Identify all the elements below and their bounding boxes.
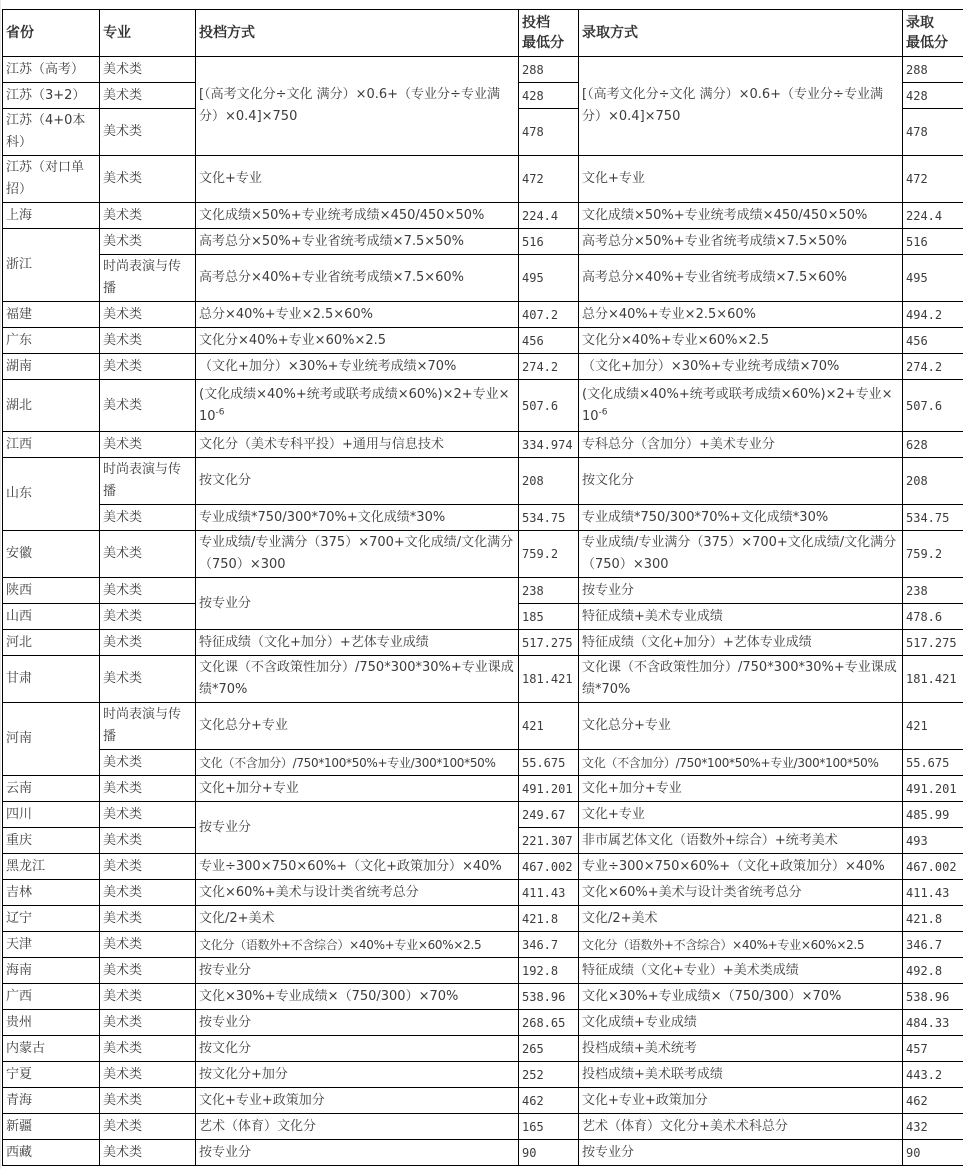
table-row — [3, 354, 963, 380]
cell-admit-min: 443.2 — [903, 1062, 963, 1088]
cell-admit-method: 非市属艺体文化（语数外+综合）+统考美术 — [579, 828, 903, 854]
header-admit-method: 录取方式 — [579, 10, 903, 57]
cell-submit-method: 按文化分 — [196, 458, 519, 505]
table-row — [3, 802, 963, 828]
header-submit-min-line1: 投档 — [522, 15, 550, 31]
cell-major: 美术类 — [100, 630, 196, 656]
cell-major: 美术类 — [100, 604, 196, 630]
cell-admit-min: 491.201 — [903, 776, 963, 802]
cell-submit-min: 181.421 — [519, 656, 579, 703]
cell-province: 江苏（高考） — [3, 57, 100, 83]
cell-province: 天津 — [3, 932, 100, 958]
cell-province: 浙江 — [3, 229, 100, 302]
cell-major: 美术类 — [100, 229, 196, 255]
cell-submit-method: 总分×40%+专业×2.5×60% — [196, 302, 519, 328]
table-row — [3, 958, 963, 984]
cell-province: 内蒙古 — [3, 1036, 100, 1062]
table-row — [3, 854, 963, 880]
table-row — [3, 203, 963, 229]
cell-submit-min: 224.4 — [519, 203, 579, 229]
table-row — [3, 531, 963, 578]
cell-submit-method — [196, 380, 519, 432]
cell-province: 湖北 — [3, 380, 100, 432]
cell-major: 时尚表演与传播 — [100, 458, 196, 505]
cell-submit-min: 165 — [519, 1114, 579, 1140]
cell-major: 美术类 — [100, 750, 196, 776]
table-row — [3, 458, 963, 505]
cell-province: 上海 — [3, 203, 100, 229]
cell-submit-method: 文化分（语数外+不含综合）×40%+专业×60%×2.5 — [196, 932, 519, 958]
cell-admit-method: 文化×60%+美术与设计类省统考总分 — [579, 880, 903, 906]
cell-submit-method: 按专业分 — [196, 1010, 519, 1036]
cell-province: 四川 — [3, 802, 100, 828]
cell-admit-min: 462 — [903, 1088, 963, 1114]
cell-major: 美术类 — [100, 328, 196, 354]
cell-submit-min: 467.002 — [519, 854, 579, 880]
cell-submit-method: （文化+加分）×30%+专业统考成绩×70% — [196, 354, 519, 380]
cell-submit-min: 334.974 — [519, 432, 579, 458]
cell-admit-min: 495 — [903, 255, 963, 302]
cell-major: 美术类 — [100, 578, 196, 604]
cell-admit-min: 492.8 — [903, 958, 963, 984]
table-row — [3, 703, 963, 750]
cell-submit-method: 文化+专业+政策加分 — [196, 1088, 519, 1114]
cell-province: 贵州 — [3, 1010, 100, 1036]
table-row — [3, 1140, 963, 1166]
cell-admit-min: 628 — [903, 432, 963, 458]
cell-province: 河北 — [3, 630, 100, 656]
cell-admit-min: 456 — [903, 328, 963, 354]
cell-submit-min: 249.67 — [519, 802, 579, 828]
table-row — [3, 380, 963, 432]
cell-admit-min: 208 — [903, 458, 963, 505]
cell-major: 美术类 — [100, 1088, 196, 1114]
table-row — [3, 906, 963, 932]
cell-admit-method: 文化×30%+专业成绩×（750/300）×70% — [579, 984, 903, 1010]
cell-admit-min: 467.002 — [903, 854, 963, 880]
cell-admit-min: 457 — [903, 1036, 963, 1062]
header-admit-min-line1: 录取 — [906, 15, 934, 31]
table-row — [3, 1062, 963, 1088]
cell-admit-method: 投档成绩+美术统考 — [579, 1036, 903, 1062]
cell-submit-method: 按专业分 — [196, 958, 519, 984]
cell-submit-method: 高考总分×50%+专业省统考成绩×7.5×50% — [196, 229, 519, 255]
table-row — [3, 984, 963, 1010]
cell-submit-min: 759.2 — [519, 531, 579, 578]
cell-admit-method: 总分×40%+专业×2.5×60% — [579, 302, 903, 328]
cell-submit-method: 专业成绩/专业满分（375）×700+文化成绩/文化满分（750）×300 — [196, 531, 519, 578]
cell-province: 新疆 — [3, 1114, 100, 1140]
table-header-row — [3, 10, 963, 57]
cell-submit-min: 346.7 — [519, 932, 579, 958]
cell-province: 江苏（对口单招） — [3, 156, 100, 203]
cell-province: 山西 — [3, 604, 100, 630]
cell-province: 宁夏 — [3, 1062, 100, 1088]
header-major: 专业 — [100, 10, 196, 57]
cell-admit-method: 高考总分×40%+专业省统考成绩×7.5×60% — [579, 255, 903, 302]
cell-major: 美术类 — [100, 432, 196, 458]
cell-submit-min: 491.201 — [519, 776, 579, 802]
page-left-edge — [0, 0, 1, 1169]
cell-submit-min: 516 — [519, 229, 579, 255]
cell-admit-min: 516 — [903, 229, 963, 255]
cell-submit-method: 高考总分×40%+专业省统考成绩×7.5×60% — [196, 255, 519, 302]
cell-admit-method: 文化成绩×50%+专业统考成绩×450/450×50% — [579, 203, 903, 229]
cell-submit-method: 专业÷300×750×60%+（文化+政策加分）×40% — [196, 854, 519, 880]
cell-submit-min: 265 — [519, 1036, 579, 1062]
cell-admit-min: 274.2 — [903, 354, 963, 380]
cell-admit-method: 文化+专业 — [579, 802, 903, 828]
cell-major: 美术类 — [100, 83, 196, 109]
cell-province: 吉林 — [3, 880, 100, 906]
cell-province: 甘肃 — [3, 656, 100, 703]
cell-admit-method: 文化课（不含政策性加分）/750*300*30%+专业课成绩*70% — [579, 656, 903, 703]
cell-submit-min: 221.307 — [519, 828, 579, 854]
formula-text: (文化成绩×40%+统考或联考成绩×60%)×2+专业×10 — [199, 386, 510, 424]
cell-admit-method: 特征成绩（文化+加分）+艺体专业成绩 — [579, 630, 903, 656]
table-row — [3, 57, 963, 83]
cell-admit-method: 文化分×40%+专业×60%×2.5 — [579, 328, 903, 354]
cell-submit-min: 192.8 — [519, 958, 579, 984]
cell-province: 辽宁 — [3, 906, 100, 932]
cell-submit-min: 274.2 — [519, 354, 579, 380]
table-row — [3, 328, 963, 354]
cell-admit-min: 538.96 — [903, 984, 963, 1010]
cell-submit-min: 472 — [519, 156, 579, 203]
cell-admit-min: 472 — [903, 156, 963, 203]
cell-admit-method: 文化/2+美术 — [579, 906, 903, 932]
cell-major: 美术类 — [100, 57, 196, 83]
cell-province: 湖南 — [3, 354, 100, 380]
cell-major: 美术类 — [100, 354, 196, 380]
cell-admit-method: 文化总分+专业 — [579, 703, 903, 750]
cell-major: 美术类 — [100, 828, 196, 854]
cell-submit-method: 特征成绩（文化+加分）+艺体专业成绩 — [196, 630, 519, 656]
cell-admit-min: 484.33 — [903, 1010, 963, 1036]
table-row — [3, 880, 963, 906]
header-submit-min-line2: 最低分 — [522, 35, 564, 51]
cell-major: 美术类 — [100, 1062, 196, 1088]
table-row — [3, 1088, 963, 1114]
cell-submit-min: 208 — [519, 458, 579, 505]
cell-major: 美术类 — [100, 776, 196, 802]
cell-admit-min: 181.421 — [903, 656, 963, 703]
cell-admit-method: 按专业分 — [579, 1140, 903, 1166]
cell-province: 海南 — [3, 958, 100, 984]
cell-submit-min: 456 — [519, 328, 579, 354]
cell-admit-method: 文化（不含加分）/750*100*50%+专业/300*100*50% — [579, 750, 903, 776]
cell-admit-min: 288 — [903, 57, 963, 83]
exponent: -6 — [598, 407, 608, 418]
cell-major: 美术类 — [100, 802, 196, 828]
cell-submit-min: 238 — [519, 578, 579, 604]
cell-admit-method: 艺术（体育）文化分+美术术科总分 — [579, 1114, 903, 1140]
table-row — [3, 1114, 963, 1140]
cell-submit-method: 文化×60%+美术与设计类省统考总分 — [196, 880, 519, 906]
cell-submit-min: 55.675 — [519, 750, 579, 776]
cell-submit-min: 411.43 — [519, 880, 579, 906]
cell-admit-method: 文化+专业+政策加分 — [579, 1088, 903, 1114]
cell-major: 美术类 — [100, 1140, 196, 1166]
header-submit-min — [519, 10, 579, 57]
cell-submit-method: 文化分×40%+专业×60%×2.5 — [196, 328, 519, 354]
cell-submit-min: 421.8 — [519, 906, 579, 932]
cell-admit-method: 按文化分 — [579, 458, 903, 505]
cell-admit-min: 411.43 — [903, 880, 963, 906]
cell-province: 江苏（3+2） — [3, 83, 100, 109]
table-row — [3, 255, 963, 302]
cell-admit-min: 494.2 — [903, 302, 963, 328]
cell-admit-min: 507.6 — [903, 380, 963, 432]
cell-submit-min: 462 — [519, 1088, 579, 1114]
table-row — [3, 1036, 963, 1062]
cell-admit-method: 文化+专业 — [579, 156, 903, 203]
cell-submit-min: 517.275 — [519, 630, 579, 656]
cell-submit-min: 507.6 — [519, 380, 579, 432]
cell-submit-method: 艺术（体育）文化分 — [196, 1114, 519, 1140]
cell-major: 美术类 — [100, 958, 196, 984]
cell-admit-min: 90 — [903, 1140, 963, 1166]
table-row — [3, 932, 963, 958]
cell-major: 美术类 — [100, 984, 196, 1010]
header-admit-min — [903, 10, 963, 57]
cell-admit-method: 文化+加分+专业 — [579, 776, 903, 802]
cell-province: 江苏（4+0本科） — [3, 109, 100, 156]
table-row — [3, 156, 963, 203]
cell-submit-min: 407.2 — [519, 302, 579, 328]
table-row — [3, 578, 963, 604]
table-row — [3, 656, 963, 703]
cell-admit-method: 特征成绩+美术专业成绩 — [579, 604, 903, 630]
cell-province: 云南 — [3, 776, 100, 802]
cell-submit-method: 按专业分 — [196, 1140, 519, 1166]
formula-text: (文化成绩×40%+统考或联考成绩×60%)×2+专业×10 — [582, 386, 893, 424]
cell-admit-min: 759.2 — [903, 531, 963, 578]
cell-submit-method: 文化分（美术专科平投）+通用与信息技术 — [196, 432, 519, 458]
admission-scores-table — [2, 9, 963, 1166]
cell-submit-method: 按文化分 — [196, 1036, 519, 1062]
cell-province: 西藏 — [3, 1140, 100, 1166]
cell-submit-method: 文化成绩×50%+专业统考成绩×450/450×50% — [196, 203, 519, 229]
cell-major: 美术类 — [100, 880, 196, 906]
cell-submit-method: 按专业分 — [196, 578, 519, 630]
exponent: -6 — [215, 407, 225, 418]
cell-province: 江西 — [3, 432, 100, 458]
cell-province: 黑龙江 — [3, 854, 100, 880]
cell-submit-min: 421 — [519, 703, 579, 750]
cell-major: 时尚表演与传播 — [100, 255, 196, 302]
cell-admit-method: 专业成绩/专业满分（375）×700+文化成绩/文化满分（750）×300 — [579, 531, 903, 578]
cell-submit-method: 按文化分+加分 — [196, 1062, 519, 1088]
cell-submit-method: 文化（不含加分）/750*100*50%+专业/300*100*50% — [196, 750, 519, 776]
cell-admit-method: 文化分（语数外+不含综合）×40%+专业×60%×2.5 — [579, 932, 903, 958]
cell-admit-method: 高考总分×50%+专业省统考成绩×7.5×50% — [579, 229, 903, 255]
cell-admit-min: 493 — [903, 828, 963, 854]
cell-submit-min: 268.65 — [519, 1010, 579, 1036]
cell-submit-min: 538.96 — [519, 984, 579, 1010]
cell-province: 广西 — [3, 984, 100, 1010]
cell-submit-method: 专业成绩*750/300*70%+文化成绩*30% — [196, 505, 519, 531]
cell-submit-min: 495 — [519, 255, 579, 302]
cell-admit-method: 专科总分（含加分）+美术专业分 — [579, 432, 903, 458]
cell-province: 福建 — [3, 302, 100, 328]
cell-submit-method: 文化课（不含政策性加分）/750*300*30%+专业课成绩*70% — [196, 656, 519, 703]
cell-major: 美术类 — [100, 906, 196, 932]
cell-major: 美术类 — [100, 156, 196, 203]
cell-submit-method: [（高考文化分÷文化 满分）×0.6+（专业分÷专业满分）×0.4]×750 — [196, 57, 519, 156]
cell-admit-min: 517.275 — [903, 630, 963, 656]
cell-admit-method: 文化成绩+专业成绩 — [579, 1010, 903, 1036]
cell-admit-method: 专业成绩*750/300*70%+文化成绩*30% — [579, 505, 903, 531]
table-row — [3, 302, 963, 328]
cell-major: 美术类 — [100, 1036, 196, 1062]
cell-province: 山东 — [3, 458, 100, 531]
cell-admit-min: 428 — [903, 83, 963, 109]
cell-major: 美术类 — [100, 203, 196, 229]
cell-admit-min: 421 — [903, 703, 963, 750]
cell-admit-min: 55.675 — [903, 750, 963, 776]
cell-submit-min: 185 — [519, 604, 579, 630]
cell-submit-min: 90 — [519, 1140, 579, 1166]
cell-major: 美术类 — [100, 302, 196, 328]
cell-admit-min: 432 — [903, 1114, 963, 1140]
cell-submit-min: 534.75 — [519, 505, 579, 531]
cell-admit-min: 224.4 — [903, 203, 963, 229]
cell-major: 美术类 — [100, 109, 196, 156]
cell-admit-method — [579, 380, 903, 432]
table-row — [3, 630, 963, 656]
cell-admit-min: 485.99 — [903, 802, 963, 828]
cell-admit-method: （文化+加分）×30%+专业统考成绩×70% — [579, 354, 903, 380]
header-submit-method: 投档方式 — [196, 10, 519, 57]
cell-major: 美术类 — [100, 1010, 196, 1036]
cell-submit-method: 文化/2+美术 — [196, 906, 519, 932]
cell-province: 重庆 — [3, 828, 100, 854]
cell-admit-min: 478 — [903, 109, 963, 156]
cell-major: 美术类 — [100, 505, 196, 531]
cell-province: 安徽 — [3, 531, 100, 578]
cell-admit-min: 421.8 — [903, 906, 963, 932]
cell-submit-min: 288 — [519, 57, 579, 83]
cell-submit-min: 252 — [519, 1062, 579, 1088]
cell-submit-min: 428 — [519, 83, 579, 109]
table-row — [3, 776, 963, 802]
cell-submit-method: 文化×30%+专业成绩×（750/300）×70% — [196, 984, 519, 1010]
header-province: 省份 — [3, 10, 100, 57]
cell-submit-method: 按专业分 — [196, 802, 519, 854]
cell-major: 时尚表演与传播 — [100, 703, 196, 750]
cell-major: 美术类 — [100, 380, 196, 432]
cell-major: 美术类 — [100, 1114, 196, 1140]
table-row — [3, 229, 963, 255]
table-row — [3, 505, 963, 531]
table-row — [3, 750, 963, 776]
cell-admit-method: 投档成绩+美术联考成绩 — [579, 1062, 903, 1088]
cell-admit-method: [（高考文化分÷文化 满分）×0.6+（专业分÷专业满分）×0.4]×750 — [579, 57, 903, 156]
header-admit-min-line2: 最低分 — [906, 35, 948, 51]
table-row — [3, 1010, 963, 1036]
cell-admit-min: 478.6 — [903, 604, 963, 630]
cell-province: 河南 — [3, 703, 100, 776]
cell-major: 美术类 — [100, 854, 196, 880]
cell-admit-method: 专业÷300×750×60%+（文化+政策加分）×40% — [579, 854, 903, 880]
cell-province: 广东 — [3, 328, 100, 354]
cell-admit-min: 238 — [903, 578, 963, 604]
cell-admit-method: 特征成绩（文化+专业）+美术类成绩 — [579, 958, 903, 984]
cell-major: 美术类 — [100, 531, 196, 578]
cell-admit-method: 按专业分 — [579, 578, 903, 604]
cell-submit-method: 文化+加分+专业 — [196, 776, 519, 802]
cell-province: 青海 — [3, 1088, 100, 1114]
cell-submit-method: 文化+专业 — [196, 156, 519, 203]
cell-submit-method: 文化总分+专业 — [196, 703, 519, 750]
cell-province: 陕西 — [3, 578, 100, 604]
table-row — [3, 432, 963, 458]
cell-major: 美术类 — [100, 656, 196, 703]
cell-admit-min: 346.7 — [903, 932, 963, 958]
cell-admit-min: 534.75 — [903, 505, 963, 531]
cell-submit-min: 478 — [519, 109, 579, 156]
cell-major: 美术类 — [100, 932, 196, 958]
